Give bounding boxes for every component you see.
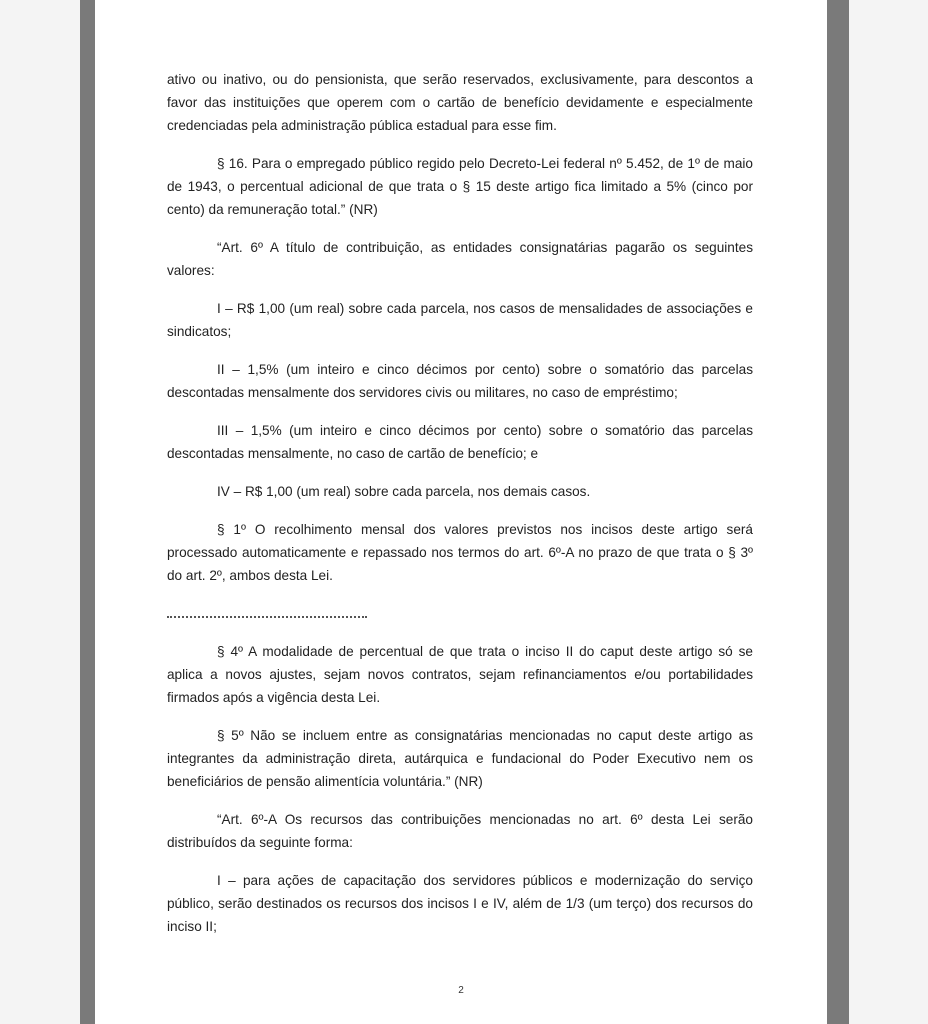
- paragraph-section-16: § 16. Para o empregado público regido pelo Decreto-Lei federal nº 5.452, de 1º de maio de 1943, o percentual adicional de que trata o § 15 deste artigo fica limitado a 5% (cinco por cento) da remuneração total.” (NR): [167, 156, 753, 217]
- paragraph-item-iv: IV – R$ 1,00 (um real) sobre cada parcela, nos demais casos.: [217, 484, 591, 499]
- document-body: [167, 68, 753, 953]
- omission-dotted-line: [167, 602, 753, 625]
- paragraph-art-6: “Art. 6º A título de contribuição, as entidades consignatárias pagarão os seguintes valores:: [167, 240, 753, 278]
- paragraph-section-4: § 4º A modalidade de percentual de que trata o inciso II do caput deste artigo só se aplica a novos ajustes, sejam novos contratos, sejam refinanciamentos e/ou portabilidades firmados após a vigência desta Lei.: [167, 644, 753, 705]
- paragraph-section-1: § 1º O recolhimento mensal dos valores previstos nos incisos deste artigo será processado automaticamente e repassado nos termos do art. 6º-A no prazo de que trata o § 3º do art. 2º, ambos desta Lei.: [167, 522, 753, 583]
- paragraph-section-5: § 5º Não se incluem entre as consignatárias mencionadas no caput deste artigo as integrantes da administração direta, autárquica e fundacional do Poder Executivo nem os beneficiários de pensão alimentícia voluntária.” (NR): [167, 728, 753, 789]
- paragraph-item-i: I – R$ 1,00 (um real) sobre cada parcela, nos casos de mensalidades de associações e sindicatos;: [167, 301, 753, 339]
- paragraph-continuation: ativo ou inativo, ou do pensionista, que serão reservados, exclusivamente, para descontos a favor das instituições que operem com o cartão de benefício devidamente e especialmente credenciadas pela administração pública estadual para esse fim.: [167, 72, 753, 133]
- paragraph-art-6a: “Art. 6º-A Os recursos das contribuições mencionadas no art. 6º desta Lei serão distribuídos da seguinte forma:: [167, 812, 753, 850]
- paragraph-art-6a-item-i: I – para ações de capacitação dos servidores públicos e modernização do serviço público, serão destinados os recursos dos incisos I e IV, além de 1/3 (um terço) dos recursos do inciso II;: [167, 873, 753, 934]
- page-number: 2: [458, 985, 464, 996]
- paragraph-item-ii: II – 1,5% (um inteiro e cinco décimos por cento) sobre o somatório das parcelas descontadas mensalmente dos servidores civis ou militares, no caso de empréstimo;: [167, 362, 753, 400]
- paragraph-item-iii: III – 1,5% (um inteiro e cinco décimos por cento) sobre o somatório das parcelas descontadas mensalmente, no caso de cartão de benefício; e: [167, 423, 753, 461]
